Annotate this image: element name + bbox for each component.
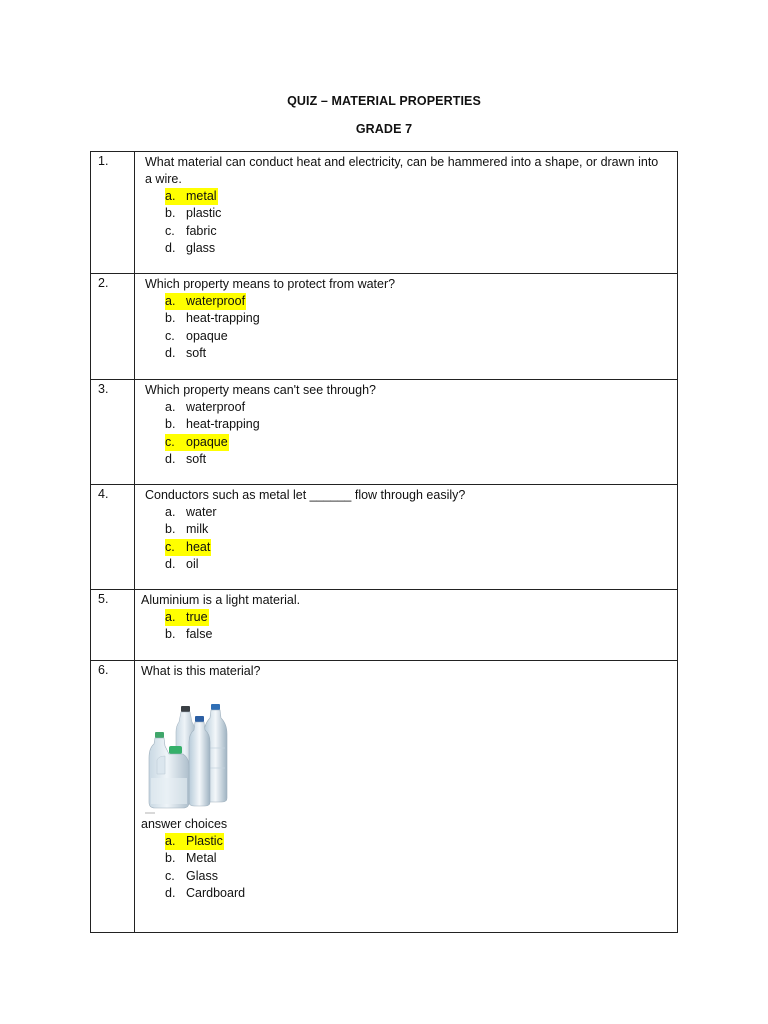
choice-item — [165, 205, 667, 222]
choice-text: Cardboard — [186, 886, 246, 901]
choice-item — [165, 833, 667, 850]
choice-item — [165, 188, 667, 205]
question-text: Which property means to protect from water? — [145, 277, 396, 291]
answer-label: answer choices — [141, 817, 228, 831]
choice-letter: c. — [165, 328, 175, 343]
answer-choices — [141, 399, 667, 469]
question-number: 5. — [91, 590, 135, 661]
choice-item — [165, 345, 667, 362]
choice-item — [165, 451, 667, 468]
question-number: 3. — [91, 380, 135, 485]
plastic-bottles-image — [143, 698, 239, 816]
question-cell — [135, 661, 678, 933]
question-cell — [135, 380, 678, 485]
choice-letter: c. — [165, 868, 175, 883]
choice-item — [165, 416, 667, 433]
question-cell — [135, 485, 678, 590]
question-cell — [135, 152, 678, 274]
choice-text: Plastic — [186, 834, 223, 848]
choice-text: milk — [186, 522, 209, 537]
choice-text: soft — [186, 452, 207, 467]
choice-letter: b. — [165, 206, 176, 221]
choice-letter: a. — [165, 610, 176, 624]
choice-letter: a. — [165, 834, 176, 848]
choice-text: heat-trapping — [186, 311, 260, 326]
question-row — [91, 485, 678, 590]
choice-text: true — [186, 610, 208, 624]
question-text: Conductors such as metal let ______ flow through easily? — [145, 488, 466, 502]
choice-text: heat-trapping — [186, 417, 260, 432]
question-text: What material can conduct heat and electricity, can be hammered into a shape, or drawn into a wire. — [145, 155, 659, 186]
choice-text: heat — [186, 539, 211, 554]
choice-item — [165, 521, 667, 538]
choice-item — [165, 885, 667, 902]
question-row — [91, 274, 678, 380]
answer-choices — [141, 833, 667, 903]
choice-item — [165, 556, 667, 573]
question-row — [91, 380, 678, 485]
choice-letter: a. — [165, 505, 176, 519]
choice-letter: b. — [165, 522, 176, 537]
choice-item — [165, 399, 667, 416]
quiz-table — [90, 151, 678, 933]
choice-letter: c. — [165, 223, 175, 238]
choice-letter: d. — [165, 241, 176, 256]
choice-text: soft — [186, 346, 207, 361]
choice-text: false — [186, 627, 213, 642]
choice-item — [165, 868, 667, 885]
question-text: Aluminium is a light material. — [141, 593, 301, 607]
quiz-title: QUIZ – MATERIAL PROPERTIES — [287, 94, 481, 108]
choice-letter: b. — [165, 627, 176, 642]
choice-text: waterproof — [186, 294, 246, 308]
choice-text: waterproof — [186, 400, 246, 414]
choice-text: opaque — [186, 328, 228, 343]
choice-text: Metal — [186, 851, 217, 866]
question-number: 4. — [91, 485, 135, 590]
choice-item — [165, 504, 667, 521]
question-row — [91, 152, 678, 274]
question-cell — [135, 590, 678, 661]
choice-letter: a. — [165, 189, 176, 203]
choice-item — [165, 434, 667, 451]
answer-choices — [141, 188, 667, 258]
choice-item — [165, 310, 667, 327]
choice-text: fabric — [186, 223, 217, 238]
choice-letter: d. — [165, 346, 176, 361]
choice-letter: d. — [165, 557, 176, 572]
question-number: 2. — [91, 274, 135, 380]
choice-text: glass — [186, 241, 216, 256]
choice-text: water — [186, 505, 217, 519]
choice-letter: d. — [165, 886, 176, 901]
question-row — [91, 661, 678, 933]
choice-letter: a. — [165, 294, 176, 308]
choice-letter: c. — [165, 434, 175, 449]
choice-text: plastic — [186, 206, 222, 221]
choice-text: opaque — [186, 434, 228, 449]
question-text: What is this material? — [141, 664, 261, 678]
choice-text: oil — [186, 557, 199, 572]
choice-text: metal — [186, 189, 217, 203]
choice-letter: c. — [165, 539, 175, 554]
choice-item — [165, 240, 667, 257]
choice-item — [165, 539, 667, 556]
choice-letter: b. — [165, 311, 176, 326]
choice-letter: a. — [165, 400, 176, 414]
answer-choices — [141, 293, 667, 363]
grade-heading: GRADE 7 — [355, 122, 413, 136]
answer-choices — [141, 504, 667, 574]
question-cell — [135, 274, 678, 380]
choice-text: Glass — [186, 868, 218, 883]
choice-item — [165, 293, 667, 310]
choice-item — [165, 850, 667, 867]
choice-item — [165, 223, 667, 240]
question-row — [91, 590, 678, 661]
question-number: 1. — [91, 152, 135, 274]
choice-letter: d. — [165, 452, 176, 467]
question-text: Which property means can't see through? — [145, 383, 376, 397]
answer-choices — [141, 609, 667, 644]
question-number: 6. — [91, 661, 135, 933]
choice-letter: b. — [165, 851, 176, 866]
choice-item — [165, 328, 667, 345]
choice-item — [165, 609, 667, 626]
choice-item — [165, 626, 667, 643]
choice-letter: b. — [165, 417, 176, 432]
